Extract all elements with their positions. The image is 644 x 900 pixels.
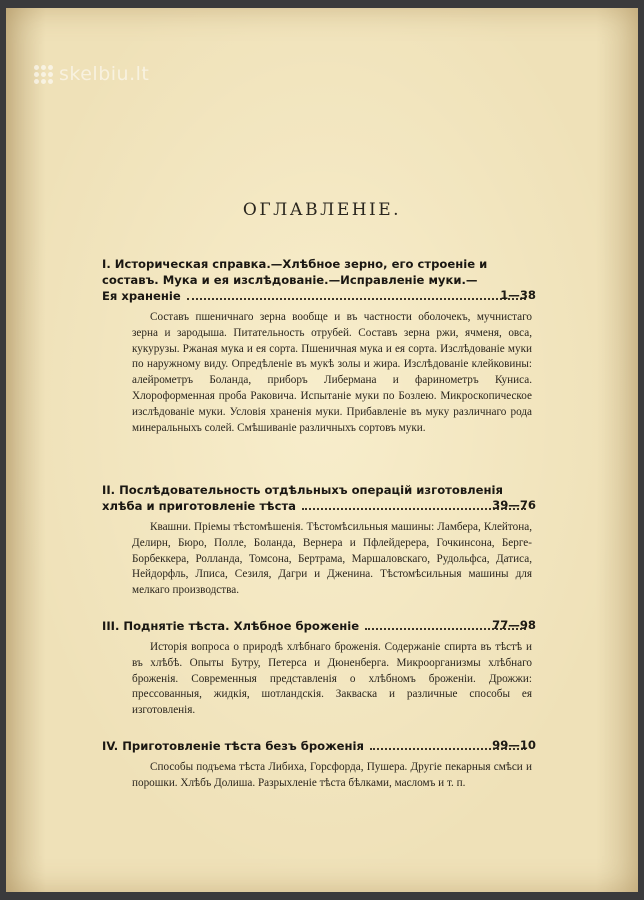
section-description: Квашни. Пріемы тѣстомѣшенія. Тѣстомѣсильныя машины: Ламбера, Клейтона, Делирн, Бюро, Полле, Боланда, Вернера и Пфлейдерера, Гочкинсона, Берге-Борбеккера, Ролланда, Томсона, Бертрама, Маршаловскаго, Рудольфса, Датиса, Нейдорфль, Лписа, Сезиля, Дагри и Дженина. Тѣстомѣсильныя машины для мелкаго производства. — [132, 521, 532, 597]
page-range: 99—10 — [492, 738, 536, 752]
watermark-text: skelbiu.lt — [59, 63, 150, 85]
heading-line: Ея храненіе — [102, 289, 181, 303]
section-heading — [102, 618, 532, 634]
page-title: ОГЛАВЛЕНІЕ. — [242, 200, 402, 220]
heading-line: хлѣба и приготовленіе тѣста — [102, 499, 296, 513]
section-description: Исторія вопроса о природѣ хлѣбнаго броженія. Содержаніе спирта въ тѣстѣ и въ хлѣбѣ. Опыты Бутру, Петерса и Дюненберга. Микроорганизмы хлѣбнаго броженія. Современныя представленія о хлѣбномъ броженіи. Дрожжи: прессованныя, жидкія, шотландскія. Закваска и различные способы ея изготовленія. — [132, 641, 532, 717]
watermark — [34, 63, 149, 85]
toc-section-4 — [102, 738, 536, 792]
toc-section-3 — [102, 618, 536, 719]
section-description: Составъ пшеничнаго зерна вообще и въ частности оболочекъ, мучнистаго зерна и зародыша. Питательность отрубей. Составъ зерна ржи, ячменя, овса, кукурузы. Ржаная мука и ея сорта. Пшеничная мука и ея сорта. Изслѣдованіе муки по наружному виду. Опредѣленіе въ мукѣ золы и жира. Изслѣдованіе клейковины: алейрометръ Боланда, приборъ Либермана и фаринометръ Куниса. Хлороформенная проба Раковича. Испытаніе муки по Бозлею. Микроскопическое изслѣдованіе муки. Условія храненія муки. Прибавленіе въ муку различнаго рода минеральныхъ солей. Смѣшиваніе различныхъ сортовъ муки. — [132, 311, 532, 434]
toc-section-2 — [102, 482, 536, 599]
heading-line: IV. Приготовленіе тѣста безъ броженія — [102, 739, 364, 753]
toc-section-1 — [102, 256, 536, 436]
section-heading — [102, 256, 532, 304]
page-range: 77—98 — [492, 618, 536, 632]
section-heading — [102, 482, 532, 514]
dot-leader — [187, 298, 526, 300]
heading-line: II. Послѣдовательность отдѣльныхъ операцій изготовленія — [102, 483, 503, 497]
book-page — [6, 8, 638, 892]
heading-line: составъ. Мука и ея изслѣдованіе.—Исправленіе муки.— — [102, 273, 478, 287]
heading-line: I. Историческая справка.—Хлѣбное зерно, его строеніе и — [102, 257, 488, 271]
heading-line: III. Поднятіе тѣста. Хлѣбное броженіе — [102, 619, 360, 633]
section-description: Способы подъема тѣста Либиха, Горсфорда, Пушера. Другіе пекарныя смѣси и порошки. Хлѣбъ Долиша. Разрыхленіе тѣста бѣлками, масломъ и т. п. — [132, 761, 532, 789]
section-heading — [102, 738, 532, 754]
watermark-logo-icon — [34, 65, 53, 84]
page-range: 1—38 — [500, 288, 536, 302]
page-range: 39—76 — [492, 498, 536, 512]
